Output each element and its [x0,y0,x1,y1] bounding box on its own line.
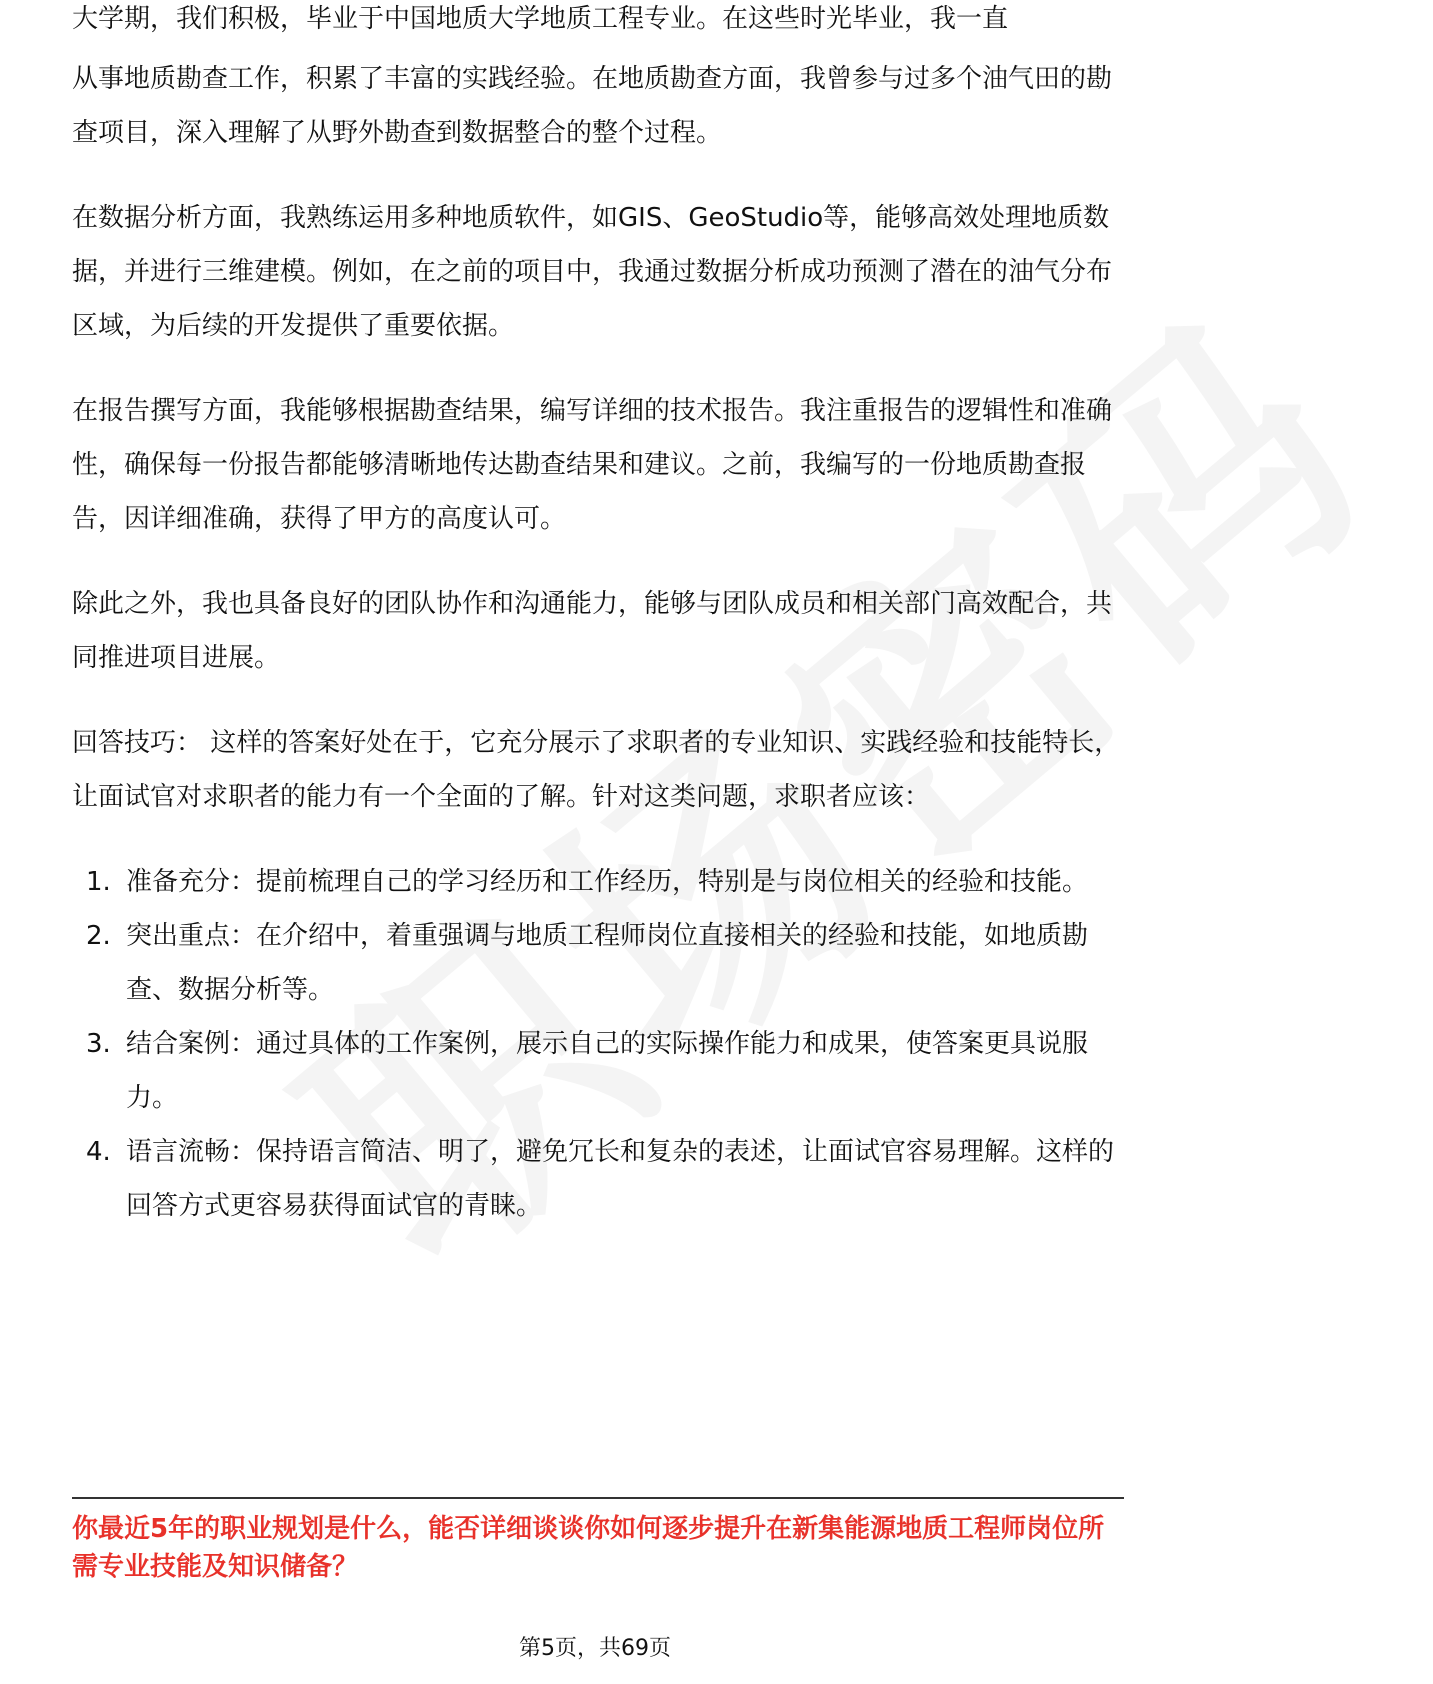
list-item [72,909,1124,1017]
page-footer: 第5页，共69页 [519,1636,671,1661]
tips-list [72,855,1124,1233]
paragraph-teamwork: 除此之外，我也具备良好的团队协作和沟通能力，能够与团队成员和相关部门高效配合，共同推进项目进展。 [72,589,1113,673]
list-item-number: 1. [86,867,111,897]
list-item [72,1125,1124,1233]
list-item-number: 4. [86,1137,111,1167]
paragraph-data-analysis: 在数据分析方面，我熟练运用多种地质软件，如GIS、GeoStudio等，能够高效处理地质数据，并进行三维建模。例如，在之前的项目中，我通过数据分析成功预测了潜在的油气分布区域，为后续的开发提供了重要依据。 [72,203,1113,341]
list-item-text: 结合案例：通过具体的工作案例，展示自己的实际操作能力和成果，使答案更具说服力。 [126,1029,1089,1113]
paragraph-answer-tips: 回答技巧： 这样的答案好处在于，它充分展示了求职者的专业知识、实践经验和技能特长，让面试官对求职者的能力有一个全面的了解。针对这类问题，求职者应该： [72,728,1121,812]
section-divider [72,1497,1124,1499]
list-item-text: 语言流畅：保持语言简洁、明了，避免冗长和复杂的表述，让面试官容易理解。这样的回答方式更容易获得面试官的青睐。 [126,1137,1115,1221]
cut-off-text: 大学期，我们积极，毕业于中国地质大学地质工程专业。在这些时光毕业，我一直 [72,4,1009,34]
next-question-heading: 你最近5年的职业规划是什么，能否详细谈谈你如何逐步提升在新集能源地质工程师岗位所需专业技能及知识储备？ [72,1514,1105,1582]
list-item-text: 突出重点：在介绍中，着重强调与地质工程师岗位直接相关的经验和技能，如地质勘查、数据分析等。 [126,921,1089,1005]
paragraph-report-writing: 在报告撰写方面，我能够根据勘查结果，编写详细的技术报告。我注重报告的逻辑性和准确性，确保每一份报告都能够清晰地传达勘查结果和建议。之前，我编写的一份地质勘查报告，因详细准确，获得了甲方的高度认可。 [72,396,1113,534]
list-item [72,855,1124,909]
list-item-text: 准备充分：提前梳理自己的学习经历和工作经历，特别是与岗位相关的经验和技能。 [126,867,1089,897]
list-item [72,1017,1124,1125]
list-item-number: 3. [86,1029,111,1059]
paragraph-experience: 从事地质勘查工作，积累了丰富的实践经验。在地质勘查方面，我曾参与过多个油气田的勘查项目，深入理解了从野外勘查到数据整合的整个过程。 [72,64,1113,148]
list-item-number: 2. [86,921,111,951]
answer-body [72,4,1124,1233]
cut-off-line [72,4,1124,52]
